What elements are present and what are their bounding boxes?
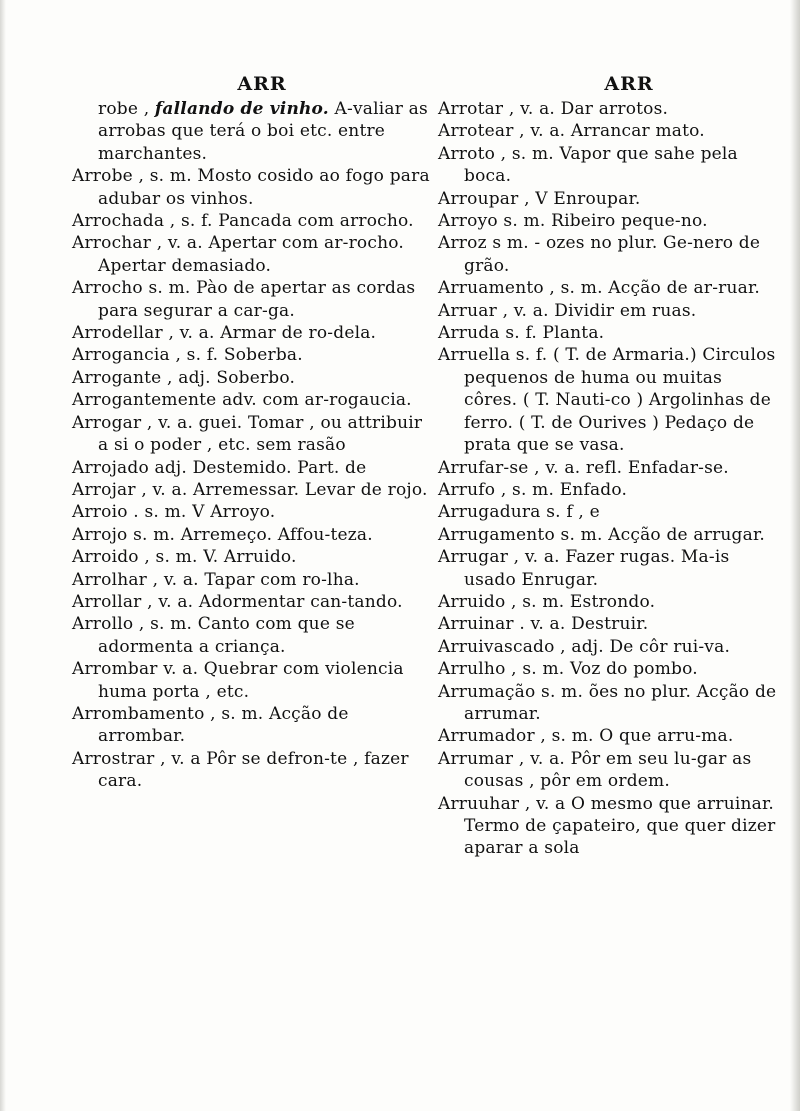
entry-definition: , s. f. Soberba. [175, 345, 303, 366]
entry-definition: , s. m. Enfado. [500, 479, 628, 500]
dictionary-entry [72, 322, 432, 344]
dictionary-entry [72, 412, 432, 457]
entry-definition: , v. a. Dividir em ruas. [502, 300, 697, 321]
dictionary-entry [438, 322, 780, 344]
entry-definition: s. m. Acção de arrugar. [560, 524, 766, 545]
dictionary-entry [438, 479, 780, 501]
dictionary-entry [72, 165, 432, 210]
dictionary-entry [72, 591, 432, 613]
entry-definition: , v. a. Fazer rugas. Ma-is usado Enrugar. [464, 547, 730, 590]
continuation-italic-phrase: fallando de vinho. [154, 99, 329, 119]
dictionary-entry [438, 210, 780, 232]
entry-headword: Arroto [438, 143, 496, 164]
entry-headword: Arruido [438, 591, 506, 612]
page-gutter-shadow [0, 0, 6, 1111]
entry-definition: s m. - ozes no plur. Ge-nero de grão. [464, 233, 761, 276]
right-running-header: ARR [604, 73, 654, 95]
entry-headword: Arroupar [438, 188, 519, 209]
entry-definition: , s. m. Acção de arrombar. [98, 703, 349, 747]
entry-headword: Arrochada [72, 211, 165, 232]
entry-headword: Arrulho [438, 659, 506, 680]
entry-definition: v. a. Quebrar com violencia huma porta , etc. [98, 659, 404, 702]
dictionary-entry [438, 591, 780, 613]
entry-definition: , v. a O mesmo que arruinar. Termo de çapateiro, que quer dizer aparar a sola [464, 793, 776, 859]
entry-headword: Arruinar [438, 614, 514, 635]
dictionary-entry [438, 681, 780, 726]
entry-definition: , v. a. Apertar com ar-rocho. Apertar demasiado. [98, 233, 404, 276]
entry-definition: . v. a. Destruir. [519, 614, 649, 635]
dictionary-entry [438, 98, 780, 120]
entry-headword: Arrodellar [72, 323, 163, 344]
dictionary-entry [438, 725, 780, 747]
entry-headword: Arruda [438, 323, 500, 344]
dictionary-entry [72, 344, 432, 366]
dictionary-entry [438, 232, 780, 277]
entry-headword: Arrogantemente [72, 390, 217, 411]
dictionary-entry [72, 524, 432, 546]
dictionary-entry [438, 658, 780, 680]
dictionary-entry [438, 793, 780, 860]
dictionary-entry [72, 277, 432, 322]
dictionary-entry [438, 748, 780, 793]
entry-headword: Arrumar [438, 748, 514, 769]
entry-definition: , adj. De côr rui-va. [560, 636, 731, 657]
entry-headword: Arrotear [438, 121, 514, 142]
entry-headword: Arruuhar [438, 793, 520, 814]
entry-headword: Arrostrar [72, 748, 155, 769]
entry-headword: Arrobe [72, 166, 133, 187]
entry-headword: Arrogar [72, 412, 142, 433]
entry-headword: Arrugadura [438, 502, 541, 523]
dictionary-entry [438, 120, 780, 142]
dictionary-entry [72, 703, 432, 748]
entry-headword: Arrugar [438, 547, 509, 568]
entry-definition: s. f , e [546, 502, 600, 523]
entry-definition: adv. com ar-rogaucia. [222, 390, 412, 411]
dictionary-entry [438, 613, 780, 635]
entry-definition: s. f. Planta. [505, 323, 605, 344]
entry-definition: , s. m. Mosto cosido ao fogo para adubar os vinhos. [98, 166, 430, 209]
entry-definition: , adj. Soberbo. [167, 367, 296, 388]
dictionary-entry [438, 546, 780, 591]
entry-headword: Arrojado [72, 457, 149, 478]
entry-definition: , v. a. guei. Tomar , ou attribuir a si o poder , etc. sem rasão [98, 412, 423, 456]
dictionary-entry [72, 546, 432, 568]
entry-headword: Arrojo [72, 524, 128, 545]
entry-definition: , s. m. Estrondo. [511, 591, 656, 612]
dictionary-entry [72, 389, 432, 411]
dictionary-entry [438, 277, 780, 299]
entry-definition: , v. a. Dar arrotos. [508, 99, 669, 119]
entry-definition: , s. m. Canto com que se adormenta a criança. [98, 614, 355, 657]
left-running-header: ARR [237, 73, 287, 95]
entry-headword: Arrufo [438, 479, 496, 500]
entry-definition: s. m. Arremeço. Affou-teza. [133, 524, 373, 545]
entry-definition: , v. a. Pôr em seu lu-gar as cousas , pôr em ordem. [464, 748, 752, 792]
entry-definition: s. m. Pào de apertar as cordas para segurar a car-ga. [98, 278, 416, 321]
entry-definition: , s. m. Acção de ar-ruar. [549, 278, 761, 299]
entry-headword: Arroyo [438, 211, 498, 232]
entry-headword: Arruella [438, 345, 511, 366]
entry-definition: , s. f. Pancada com arrocho. [169, 211, 414, 232]
dictionary-entry [438, 501, 780, 523]
entry-headword: Arrollo [72, 614, 134, 635]
dictionary-entry [72, 569, 432, 591]
entry-headword: Arrombamento [72, 703, 205, 724]
entry-headword: Arrumação [438, 681, 536, 702]
entry-definition: , v. a. Arremessar. Levar de rojo. [141, 479, 428, 500]
entry-definition: s. m. Ribeiro peque-no. [503, 211, 708, 232]
entry-definition: , s. m. O que arru-ma. [540, 726, 734, 747]
page-edge-shadow [790, 0, 800, 1111]
entry-definition: , v. a. Arrancar mato. [519, 121, 705, 142]
continuation-text-after: A-valiar as arrobas que terá o boi etc. entre marchantes. [98, 99, 428, 164]
entry-definition: , s. m. Voz do pombo. [511, 659, 698, 680]
continuation-text-before: robe , [98, 99, 150, 119]
entry-headword: Arroido [72, 547, 139, 568]
entry-definition: , v. a. Armar de ro-dela. [168, 323, 377, 344]
dictionary-entry [438, 143, 780, 188]
entry-headword: Arrugamento [438, 524, 555, 545]
dictionary-entry [438, 300, 780, 322]
entry-definition: , s. m. V. Arruido. [144, 547, 297, 568]
entry-headword: Arrollar [72, 591, 142, 612]
entry-headword: Arroio [72, 502, 128, 523]
entry-headword: Arrumador [438, 726, 535, 747]
entry-headword: Arruivascado [438, 636, 555, 657]
dictionary-entry [72, 613, 432, 658]
entry-definition: , s. m. Vapor que sahe pela boca. [464, 143, 738, 187]
entry-headword: Arroz [438, 233, 487, 254]
dictionary-entry [72, 457, 432, 479]
entry-headword: Arrochar [72, 233, 152, 254]
dictionary-entry [72, 658, 432, 703]
entry-definition: , V Enroupar. [524, 188, 641, 209]
dictionary-entry [438, 457, 780, 479]
entry-definition: , v. a. Adormentar can-tando. [147, 591, 403, 612]
right-entries [438, 98, 780, 860]
left-entries [72, 98, 432, 793]
dictionary-entry [72, 367, 432, 389]
entry-headword: Arruar [438, 300, 497, 321]
dictionary-entry [72, 748, 432, 793]
entry-headword: Arrogante [72, 367, 162, 388]
entry-headword: Arrogancia [72, 345, 170, 366]
entry-headword: Arrocho [72, 278, 143, 299]
entry-headword: Arrolhar [72, 569, 148, 590]
entry-headword: Arrotar [438, 99, 504, 119]
entry-definition: s. f. ( T. de Armaria.) Circulos pequenos de huma ou muitas côres. ( T. Nauti-co ) Argolinhas de ferro. ( T. de Ourives ) Pedaço de prata que se vasa. [464, 345, 776, 456]
entry-definition: , v. a. Tapar com ro-lha. [152, 569, 360, 590]
continued-entry [72, 98, 432, 165]
entry-definition: adj. Destemido. Part. de [154, 457, 367, 478]
dictionary-entry [72, 210, 432, 232]
dictionary-entry [72, 501, 432, 523]
dictionary-entry [72, 479, 432, 501]
left-column [72, 72, 432, 793]
entry-headword: Arruamento [438, 278, 544, 299]
entry-definition: , v. a Pôr se defron-te , fazer cara. [98, 748, 409, 792]
entry-definition: . s. m. V Arroyo. [133, 502, 276, 523]
dictionary-entry [438, 188, 780, 210]
dictionary-entry [438, 344, 780, 456]
entry-definition: , v. a. refl. Enfadar-se. [534, 457, 729, 478]
dictionary-entry [438, 524, 780, 546]
right-column [438, 72, 780, 860]
dictionary-entry [72, 232, 432, 277]
entry-headword: Arrojar [72, 479, 136, 500]
entry-definition: s. m. ões no plur. Acção de arrumar. [464, 681, 777, 724]
entry-headword: Arrombar [72, 659, 158, 680]
entry-headword: Arrufar-se [438, 457, 529, 478]
dictionary-entry [438, 636, 780, 658]
